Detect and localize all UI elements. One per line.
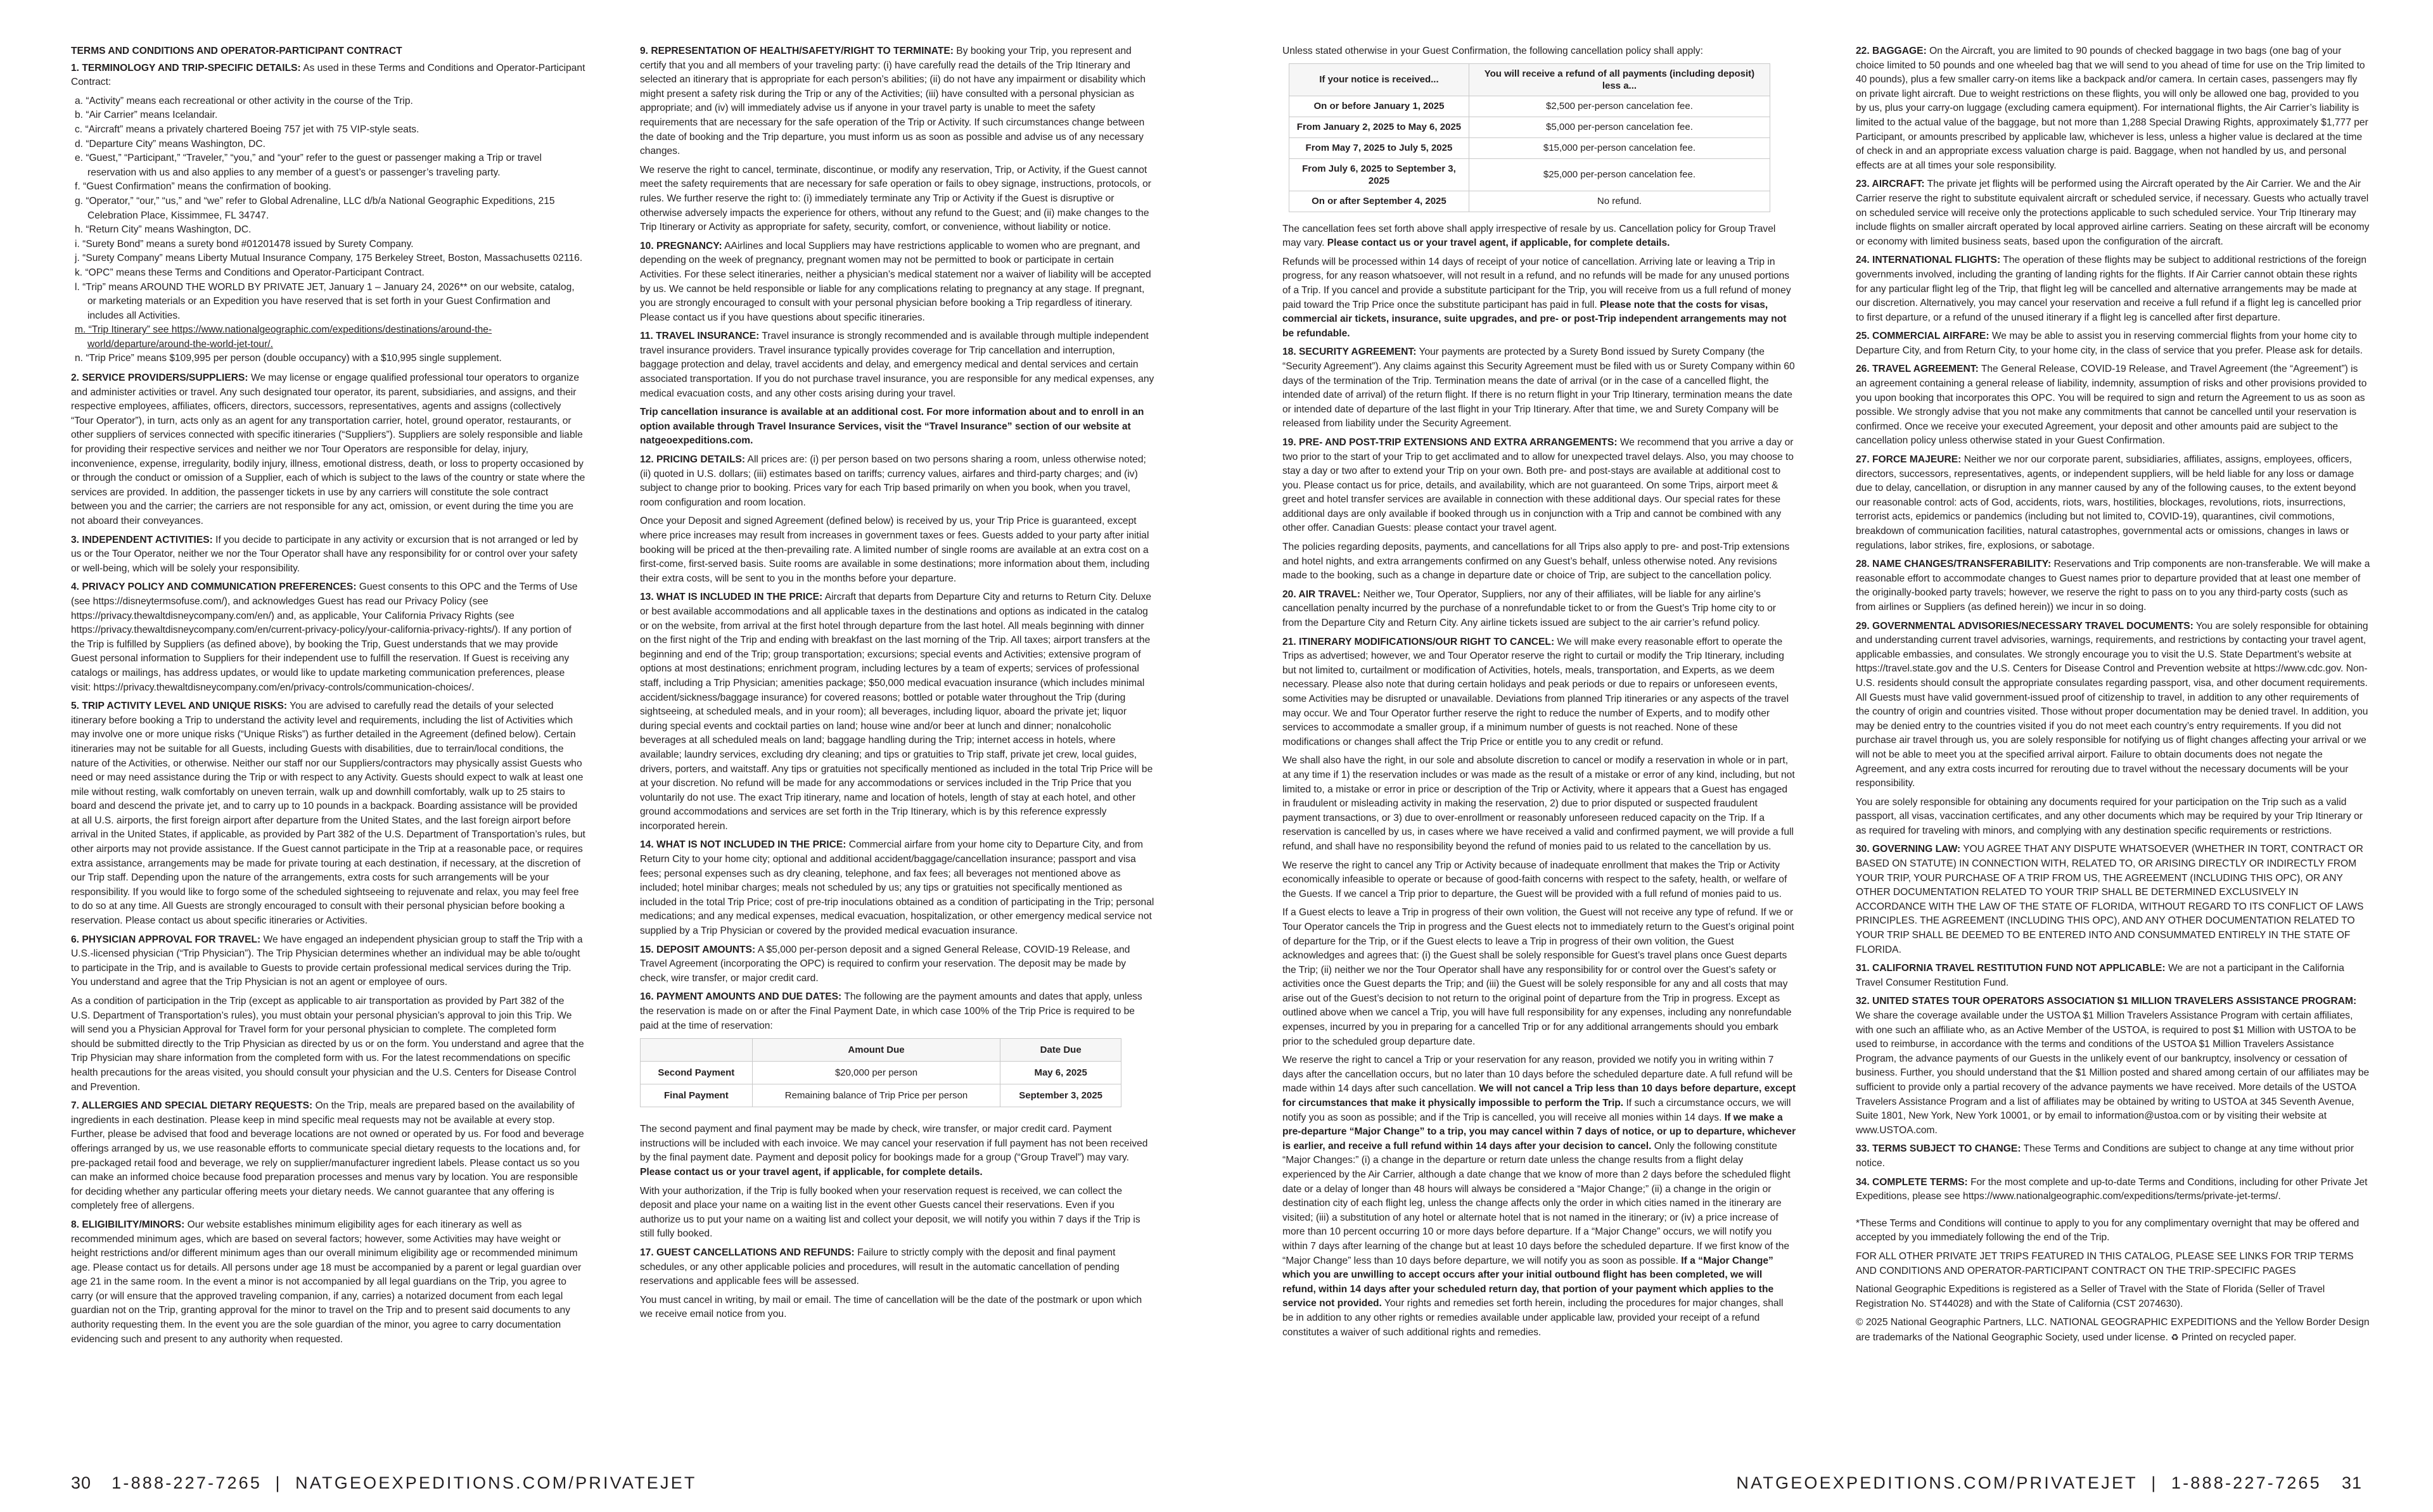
table-row: From May 7, 2025 to July 5, 2025 $15,000 per-person cancelation fee. (1289, 137, 1770, 158)
footnote: FOR ALL OTHER PRIVATE JET TRIPS FEATURED IN THIS CATALOG, PLEASE SEE LINKS FOR TRIP TERMS AND CONDITIONS AND OPERATOR-PARTICIPANT CONTRACT ON THE TRIP-SPECIFIC PAGES (1856, 1250, 2354, 1276)
definition-item: k. “OPC” means these Terms and Conditions and Operator-Participant Contract. (75, 267, 425, 278)
section-12: 12. PRICING DETAILS: All prices are: (i) per person based on two persons sharing a room, unless otherwise noted; (ii) quoted in U.S. dollars; (iii) estimates based on tariffs; currency values, airfares and third-party charges; and (iv) subject to change prior to booking. Prices vary for each Trip based primarily on when you book, when you travel, room configuration and room location. (640, 454, 1146, 508)
definition-item: g. “Operator,” “our,” “us,” and “we” refer to Global Adrenaline, LLC d/b/a National Geographic Expeditions, 215 Celebration Place, Kissimmee, FL 34747. (75, 195, 555, 221)
table-header: Date Due (1000, 1039, 1121, 1062)
section-3: 3. INDEPENDENT ACTIVITIES: If you decide to participate in any activity or excursion that is not arranged or led by us or the Tour Operator, neither we nor the Tour Operator shall have any responsibility for or control over your safety or well-being, which will be solely your responsibility. (71, 534, 578, 574)
trip-itinerary-link[interactable]: m. “Trip Itinerary” see https://www.nationalgeographic.com/expeditions/destinations/around-the-world/departure/around-the-world-jet-tour/. (75, 324, 492, 350)
column-2 (640, 44, 1154, 1326)
section-19: 19. PRE- AND POST-TRIP EXTENSIONS AND EXTRA ARRANGEMENTS: We recommend that you arrive a day or two prior to the start of your Trip to get acclimated and to allow for unexpected travel delays. Also, you may choose to stay a day or two after to extend your Trip on your own. Both pre- and post-stays are available at additional cost to you. Please contact us for price, details, and availability, which are not guaranteed. On some Trips, airport meet & greet and hotel transfer services are available in connection with these additional days. Our special rates for these additional days are only available if booked through us in conjunction with a Trip and cannot be combined with any other offer. Canadian Guests: please contact your travel agent. (1282, 436, 1794, 534)
section-17-para: You must cancel in writing, by mail or email. The time of cancellation will be the date of the postmark or upon which we receive email notice from you. (640, 1294, 1142, 1320)
table-header: If your notice is received... (1289, 63, 1469, 96)
cancellation-table (1289, 63, 1770, 212)
payment-table (640, 1038, 1121, 1107)
section-19-para: The policies regarding deposits, payments, and cancellations for all Trips also apply to pre- and post-Trip extensions and hotel nights, and extra arrangements confirmed on any Guest’s behalf, unless otherwise noted. Any revisions made to the booking, such as a change in departure date or choice of Trip, are subject to the cancellation policy. (1282, 542, 1790, 581)
section-21: 21. ITINERARY MODIFICATIONS/OUR RIGHT TO CANCEL: We will make every reasonable effort to operate the Trips as advertised; however, we and Tour Operator reserve the right to curtail or modify the Trip Itinerary, including but not limited to, curtailment or modification of Activities, hotels, meals, transportation, and Experts, as we deem necessary. Please also note that during certain holidays and peak periods or due to repairs or unforeseen events, some Activities may be disrupted or unavailable. Deviations from planned Trip itineraries or any aspects of the travel may occur. We and Tour Operator further reserve the right to reduce the number of Experts, and to modify other services to accommodate a smaller group, if a minimum number of guests is not reached. None of these modifications or changes shall affect the Trip Price or entitle you to any credit or refund. (1282, 636, 1789, 747)
table-row: Second Payment $20,000 per person May 6, 2025 (641, 1062, 1121, 1084)
section-23: 23. AIRCRAFT: The private jet flights will be performed using the Aircraft operated by the Air Carrier. We and the Air Carrier reserve the right to substitute equivalent aircraft or scheduled service, if necessary. Guests who actually travel on scheduled service will receive only the protections applicable to such scheduled service. Your Trip Itinerary may include flights on smaller aircraft operated by local approved airline carriers. Seating on these aircraft will be economy or economy with limited business seats, based upon the configuration of the aircraft. (1856, 179, 2370, 247)
section-15: 15. DEPOSIT AMOUNTS: A $5,000 per-person deposit and a signed General Release, COVID-19 Release, and Travel Agreement (incorporating the OPC) is required to confirm your reservation. The deposit may be made by check, wire transfer, or major credit card. (640, 944, 1130, 984)
table-header (641, 1039, 753, 1062)
copyright: © 2025 National Geographic Partners, LLC. NATIONAL GEOGRAPHIC EXPEDITIONS and the Yellow Border Design are trademarks of the National Geographic Society, used under license. ♻ Printed on recycled paper. (1856, 1317, 2370, 1343)
page-title: TERMS AND CONDITIONS AND OPERATOR-PARTICIPANT CONTRACT (71, 46, 402, 56)
definitions-list (71, 94, 585, 366)
section-20: 20. AIR TRAVEL: Neither we, Tour Operator, Suppliers, nor any of their affiliates, will be liable for any airline’s cancellation penalty incurred by the purchase of a nonrefundable ticket to or from the Guest’s Trip home city to or from the Departure City and Return City. Any airline tickets issued are subject to the air carrier’s refund policy. (1282, 588, 1776, 629)
footer-right: NATGEOEXPEDITIONS.COM/PRIVATEJET | 1-888-227-7265 31 (1736, 1473, 2362, 1492)
section-29: 29. GOVERNMENTAL ADVISORIES/NECESSARY TRAVEL DOCUMENTS: You are solely responsible for obtaining and understanding current travel advisories, warnings, requirements, and restrictions by contacting your travel agent, applicable embassies, and consulates. We strongly encourage you to visit the U.S. State Department’s website at https://travel.state.gov and the U.S. Centers for Disease Control and Prevention website at https://www.cdc.gov. Non-U.S. residents should consult the appropriate consulates regarding passport, visa, and other document requirements. All Guests must have valid government-issued proof of citizenship to travel, in addition to any other requirements of the country of origin and countries visited. Those without proper documentation may be denied travel. In addition, you may be denied entry to the countries visited if you do not meet each country’s entry requirements. If you did not purchase air travel through us, you are solely responsible for notifying us of flight changes affecting your arrival or we will not be able to meet you at the specified arrival airport. Failure to obtain documents does not negate the Agreement, and any extra costs incurred for rerouting due to travel without the necessary documents will be your responsibility. (1856, 620, 2368, 789)
definition-item: n. “Trip Price” means $109,995 per person (double occupancy) with a $10,995 single supplement. (75, 353, 502, 364)
table-header: You will receive a refund of all payments (including deposit) less a... (1469, 63, 1770, 96)
section-7: 7. ALLERGIES AND SPECIAL DIETARY REQUESTS: On the Trip, meals are prepared based on the availability of ingredients in each destination. Please keep in mind specific meal requests may not be available at every stop. Further, please be advised that food and beverage locations are not owned or operated by us. For food and beverage offerings arranged by us, we use reasonable efforts to communicate special dietary requests to the locations and, for pre-packaged retail food and beverage, we rely on supplier/manufacturer ingredient labels. Please contact us so you can make an informed choice because food preparation processes and menus vary by location. You are responsible for deciding whether any particular offering meets your dietary needs. We cannot guarantee that any offering is completely free of allergens. (71, 1100, 584, 1212)
section-31: 31. CALIFORNIA TRAVEL RESTITUTION FUND NOT APPLICABLE: We are not a participant in the California Travel Consumer Restitution Fund. (1856, 963, 2344, 988)
column-1 (71, 44, 585, 1351)
section-22: 22. BAGGAGE: On the Aircraft, you are limited to 90 pounds of checked baggage in two bags (one bag of your choice limited to 50 pounds and one wheeled bag that we will send to you ahead of time for use on the Trip limited to 40 pounds), plus a few smaller carry-on items like a backpack and/or camera. In certain cases, passengers may fly on private light aircraft. Due to weight restrictions on these flights, you will only be allowed one bag, provided to you by us, plus your carry-on luggage (excluding camera equipment). For international flights, the Air Carrier’s liability is limited to the actual value of the baggage, but not more than 1,288 Special Drawing Rights, approximately $1,777 per Participant, or amounts prescribed by applicable law, whichever is less, unless a higher value is declared at the time of check in and an appropriate excess valuation charge is paid. Baggage, when not handled by us, and personal effects are at all times your sole responsibility. (1856, 46, 2368, 171)
section-21-para: If a Guest elects to leave a Trip in progress of their own volition, the Guest will not receive any type of refund. If we or Tour Operator cancels the Trip in progress and the Guest elects not to immediately return to the Guest’s original point of departure for the Trip, or if the Guest elects to leave a Trip in progress of their own volition, the Guest acknowledges and agrees that: (i) the Guest shall be solely responsible for Guest’s travel plans once Guest departs the Trip; (ii) neither we nor the Tour Operator shall have any responsibility for or control over the Guest’s safety or activities once the Guest departs the Trip; and (iii) the Guest will be solely responsible for any and all costs that may arise out of the Guest’s decision to not return to the original point of departure from the Trip in progress. Except as outlined above when we cancel a Trip, you will have full responsibility for any expenses, including any nonrefundable expenses, incurred by you in preparing for a cancelled Trip or for any additional arrangements should you embark prior to the scheduled group departure date. (1282, 907, 1794, 1047)
section-17: 17. GUEST CANCELLATIONS AND REFUNDS: Failure to strictly comply with the deposit and final payment schedules, or any other applicable policies and procedures, will result in the automatic cancellation of pending reservations and applicable fees will be assessed. (640, 1247, 1120, 1287)
table-header: Amount Due (752, 1039, 1000, 1062)
footer-left: 30 1-888-227-7265 | NATGEOEXPEDITIONS.COM/PRIVATEJET (71, 1473, 697, 1492)
table-row: On or after September 4, 2025 No refund. (1289, 191, 1770, 212)
section-9: 9. REPRESENTATION OF HEALTH/SAFETY/RIGHT TO TERMINATE: By booking your Trip, you represent and certify that you and all members of your traveling party: (i) have carefully read the details of the Trip Itinerary and selected an itinerary that is appropriate for each person’s abilities; (ii) do not have any impairment or disability which might present a safety risk during the Trip or any of the Activities; (iii) have consulted with a personal physician as appropriate; and (iv) will immediately advise us if anyone in your travel party is unable to meet the safety requirements that are necessary for the safe operation of the Trip or Activity. If such circumstances change between the date of booking and the Trip departure, you must inform us as soon as possible and advise us of any necessary changes. (640, 46, 1146, 157)
column-3 (1282, 44, 1797, 1344)
cancellation-intro: Unless stated otherwise in your Guest Confirmation, the following cancellation policy shall apply: (1282, 46, 1703, 56)
section-21-para: We shall also have the right, in our sole and absolute discretion to cancel or modify a reservation in whole or in part, at any time if 1) the reservation includes or was made as the result of a mistake or error of any kind, including, but not limited to, a mistake or error in price or description of the Trip or Activity, where it appears that a Guest has engaged in fraudulent or misleading activity in making the reservation, 2) due to prior disputed or suspected fraudulent payment transactions, or 3) due to over-enrollment or reasonably unforeseen reduced capacity on the Trip. If a reservation is cancelled by us, in cases where we have received a valid and confirmed payment, we will provide a full refund, and shall have no responsibility beyond the refund of monies paid to us related to the cancellation by us. (1282, 755, 1795, 852)
cancellation-note: The cancellation fees set forth above shall apply irrespective of resale by us. Cancellation policy for Group Travel may vary. Please contact us or your travel agent, if applicable, for complete details. (1282, 223, 1776, 249)
section-16-waitlist: With your authorization, if the Trip is fully booked when your reservation request is received, we can collect the deposit and place your name on a waiting list in the event other Guests cancel their reservations. Even if you authorize us to put your name on a waiting list and collect your deposit, we will notify you within 7 days if the Trip is still fully booked. (640, 1185, 1140, 1240)
section-9-para: We reserve the right to cancel, terminate, discontinue, or modify any reservation, Trip, or Activity, if the Guest cannot meet the safety requirements that are necessary for safe operation or fails to obey signage, instructions, protocols, or rules. We further reserve the right to: (i) immediately terminate any Trip or Activity if the Guest is disruptive or otherwise adversely impacts the experience for others, without any refund to the Guest; and (ii) make changes to the Trip Itinerary or Activity as appropriate for safety, security, comfort, or convenience, without liability or notice. (640, 164, 1151, 233)
refund-note: Refunds will be processed within 14 days of receipt of your notice of cancellation. Arriving late or leaving a Trip in progress, for any reason whatsoever, will not result in a refund, and no refunds will be made for any unused portions of a Trip. If you cancel and provide a substitute participant for the Trip, you will receive from us a full refund of money paid toward the Trip Price once the substitute participant has paid in full. Please note that the costs for visas, commercial air tickets, insurance, suite upgrades, and pre- or post-Trip independent arrangements may not be refundable. (1282, 256, 1791, 339)
section-16: 16. PAYMENT AMOUNTS AND DUE DATES: The following are the payment amounts and dates that apply, unless the reservation is made on or after the Final Payment Date, in which case 100% of the Trip Price is required to be paid at the time of reservation: (640, 991, 1142, 1031)
definition-item: c. “Aircraft” means a privately chartered Boeing 757 jet with 75 VIP-style seats. (75, 124, 419, 135)
definition-item: a. “Activity” means each recreational or other activity in the course of the Trip. (75, 95, 413, 106)
section-21-para: We reserve the right to cancel any Trip or Activity because of inadequate enrollment that makes the Trip or Activity economically infeasible to operate or because of good-faith concerns with respect to the safety, health, or welfare of the Guests. If we cancel a Trip prior to departure, the Guest will be provided with a full refund of monies paid to us. (1282, 860, 1787, 899)
section-1: 1. TERMINOLOGY AND TRIP-SPECIFIC DETAILS: As used in these Terms and Conditions and Operator-Participant Contract: (71, 62, 585, 88)
page-number: 31 (2341, 1473, 2362, 1492)
section-5: 5. TRIP ACTIVITY LEVEL AND UNIQUE RISKS: You are advised to carefully read the details of your selected itinerary before booking a Trip to understand the activity level and requirements, including the list of Activities which may involve one or more unique risks (“Unique Risks”) as further detailed in the Agreement (defined below). Certain itineraries may not be suitable for all Guests, including Guests with disabilities, due to terrain/local conditions, the nature of the Activities, or otherwise. Neither our staff nor our Suppliers/contractors may physically assist Guests who need or may need assistance during the Trip or with respect to any Activity. Guests should expect to walk at least one mile without resting, walk comfortably on uneven terrain, walk up and downhill comfortably, walk up to 25 stairs to board and descend the private jet, and to carry up to 10 pounds in a backpack. Boarding assistance will be provided at all U.S. airports, the first foreign airport after departure from the United States, and the last foreign airport before arrival in the United States, if applicable, as provided by Part 382 of the U.S. Department of Transportation’s rules, but other airports may not provide assistance. If the Guest cannot participate in the Trip at a reasonable pace, or requires extra assistance, arrangements may be made for private touring at each destination, if necessary, at the discretion of our Trip staff. Depending upon the nature of the arrangements, extra costs for such arrangements will be your responsibility. If you would like to forgo some of the scheduled sightseeing to rejuvenate and relax, you may feel free to do so at any time. All Guests are strongly encouraged to consult with their personal physician before booking a reservation. Please contact us about specific itineraries or Activities. (71, 701, 585, 927)
section-26: 26. TRAVEL AGREEMENT: The General Release, COVID-19 Release, and Travel Agreement (the “Agreement”) is an agreement containing a general release of liability, indemnity, assumption of risks and other provisions provided to you upon booking that incorporates this OPC. You will be required to sign and return the Agreement to us as soon as possible. We strongly advise that you not make any commitments that cannot be cancelled until your reservation is confirmed. Once we receive your executed Agreement, your deposit and other amounts paid are subject to the cancellation policy unless otherwise stated in your Guest Confirmation. (1856, 364, 2367, 447)
footer-phone[interactable]: 1-888-227-7265 (112, 1473, 262, 1492)
definition-item: j. “Surety Company” means Liberty Mutual Insurance Company, 175 Berkeley Street, Boston, Massachusetts 02116. (75, 253, 583, 264)
section-18: 18. SECURITY AGREEMENT: Your payments are protected by a Surety Bond issued by Surety Company (the “Security Agreement”). Any claims against this Security Agreement must be filed with us or Surety Company within 60 days of the termination of the Trip. Termination means the date of arrival (or in the case of a cancelled flight, the intended date of arrival) of the return flight. If there is no return flight in your Trip Itinerary, termination means the date or intended date of departure of the last flight in your Trip Itinerary. After that time, we and Surety Company will be released from liability under the Security Agreement. (1282, 346, 1795, 429)
definition-item: f. “Guest Confirmation” means the confirmation of booking. (75, 181, 331, 193)
section-24: 24. INTERNATIONAL FLIGHTS: The operation of these flights may be subject to additional restrictions of the foreign governments involved, including the granting of landing rights for the flights. If Air Carrier cannot obtain these rights for any particular flight leg of the Trip, that flight leg will be cancelled and alternative arrangements may be made at our discretion. Alternatively, you may cancel your reservation and receive a full refund if a flight leg is cancelled prior to first departure, or a refund of the unused itinerary if a flight leg is cancelled after first departure. (1856, 255, 2367, 323)
definition-item: h. “Return City” means Washington, DC. (75, 224, 252, 236)
column-4 (1856, 44, 2370, 1349)
section-2: 2. SERVICE PROVIDERS/SUPPLIERS: We may license or engage qualified professional tour operators to organize and administer activities or travel. Any such designated tour operator, its parent, subsidiaries, and assigns, and their respective employees, affiliates, officers, directors, successors, representatives, agents and assigns (collectively “Tour Operator”), in turn, acts only as an agent for any transportation carrier, hotel, ground operator, restaurants, or other suppliers of services connected with specific itineraries (“Suppliers”). Suppliers are solely responsible and liable for providing their respective services and neither we nor Tour Operators are responsible for delay, injury, inconvenience, expense, irregularity, bodily injury, illness, emotional distress, death, or loss to property occasioned by or through the conduct or omission of a Supplier, each of which is subject to the laws of the country or state where the services are provided. In addition, the passenger tickets in use by any carriers will constitute the sole contract between you and the carrier; the carriers are not responsible for any act, omission, or event during the time you are not aboard their conveyances. (71, 372, 585, 526)
section-12-para: Once your Deposit and signed Agreement (defined below) is received by us, your Trip Price is guaranteed, except where price increases may result from increases in government taxes or fees. Guests added to your party after initial booking will be priced at the then-prevailing rate. A limited number of single rooms are available at an extra cost on a first-come, first-served basis. Suite rooms are available in some destinations; more information about them, including their extra costs, will be sent to you in the months before your departure. (640, 516, 1150, 584)
footer-phone[interactable]: 1-888-227-7265 (2171, 1473, 2321, 1492)
footer-url[interactable]: NATGEOEXPEDITIONS.COM/PRIVATEJET (295, 1473, 697, 1492)
definition-item: l. “Trip” means AROUND THE WORLD BY PRIVATE JET, January 1 – January 24, 2026** on our website, catalog, or marketing materials or an Expedition you have reserved that is set forth in your Guest Confirmation and includes all Activities. (75, 281, 575, 321)
section-6-para: As a condition of participation in the Trip (except as applicable to air transportation as provided by Part 382 of the U.S. Department of Transportation’s rules), you must obtain your personal physician’s approval to join this Trip. We will send you a Physician Approval for Travel form for your personal physician to complete. The completed form should be submitted directly to the Trip Physician as directed by us or on the form. You understand and agree that the Trip Physician may share information from the completed form with us. For the latest recommendations on specific health precautions for the areas visited, you should consult your physician and the U.S. Centers for Disease Control and Prevention. (71, 996, 584, 1093)
section-4: 4. PRIVACY POLICY AND COMMUNICATION PREFERENCES: Guest consents to this OPC and the Terms of Use (see https://disneytermsofuse.com/), and acknowledges Guest has read our Privacy Policy (see https://privacy.thewaltdisneycompany.com/en/) and, as applicable, Your California Privacy Rights (see https://privacy.thewaltdisneycompany.com/en/current-privacy-policy/your-california-privacy-rights/). If any portion of the Trip is fulfilled by Suppliers (as defined above), by booking the Trip, Guest understands that we may provide Guest personal information to Suppliers for their independent use to fulfill the reservation. If Guest is receiving any catalogs or mailings, has address updates, or would like to update marketing communication preferences, please visit: https://privacy.thewaltdisneycompany.com/en/privacy-controls/communication-choices/. (71, 581, 578, 693)
definition-item: d. “Departure City” means Washington, DC. (75, 138, 266, 149)
section-10: 10. PREGNANCY: AAirlines and local Suppliers may have restrictions applicable to women who are pregnant, and depending on the week of pregnancy, pregnant women may not be permitted to book or participate in certain Activities. For these select itineraries, neither a physician’s medical statement nor a waiver of liability will be accepted by us. We cannot be held responsible or liable for any complications relating to pregnancy at any stage. If pregnant, you are strongly encouraged to consult with your personal physician before booking a Trip regardless of itinerary. Please contact us if you have questions about specific itineraries. (640, 240, 1151, 323)
section-16-para: The second payment and final payment may be made by check, wire transfer, or major credit card. Payment instructions will be included with each invoice. We may cancel your reservation if full payment has not been received by the final payment date. Payment and deposit policy for bookings made for a group (“Group Travel”) may vary. Please contact us or your travel agent, if applicable, for complete details. (640, 1124, 1148, 1178)
footnote: *These Terms and Conditions will continue to apply to you for any complimentary overnight that may be offered and accepted by you immediately following the end of the Trip. (1856, 1217, 2360, 1243)
section-14: 14. WHAT IS NOT INCLUDED IN THE PRICE: Commercial airfare from your home city to Departure City, and from Return City to your home city; optional and additional accident/baggage/cancellation insurance; passport and visa fees; personal expenses such as dry cleaning, telephone, and fax fees; all beverages not mentioned above as included; hotel minibar charges; meals not scheduled by us; any tips or gratuities not specifically mentioned as included in the total Trip Price; cost of pre-trip inoculations obtained as a condition of participating in the Trip; personal medications; and any medical expenses, medical evacuation, hospitalization, or other emergency medical service not supplied by a Trip Physician or covered by the provided medical evacuation insurance. (640, 839, 1154, 937)
table-row: Final Payment Remaining balance of Trip Price per person September 3, 2025 (641, 1084, 1121, 1107)
footer-url[interactable]: NATGEOEXPEDITIONS.COM/PRIVATEJET (1736, 1473, 2138, 1492)
definition-item: e. “Guest,” “Participant,” “Traveler,” “you,” and “your” refer to the guest or passenger making a Trip or travel reservation with us and also applies to any member of a guest’s or passenger’s traveling party. (75, 153, 542, 178)
table-row: From January 2, 2025 to May 6, 2025 $5,000 per-person cancelation fee. (1289, 117, 1770, 137)
section-25: 25. COMMERCIAL AIRFARE: We may be able to assist you in reserving commercial flights from your home city to Departure City, and from Return City, to your home city, in the class of service that you prefer. Please ask for details. (1856, 331, 2363, 356)
section-33: 33. TERMS SUBJECT TO CHANGE: These Terms and Conditions are subject to change at any time without prior notice. (1856, 1143, 2354, 1169)
recycle-icon: ♻ (2171, 1331, 2179, 1342)
table-row: On or before January 1, 2025 $2,500 per-person cancelation fee. (1289, 96, 1770, 117)
footnote: National Geographic Expeditions is registered as a Seller of Travel with the State of Florida (Seller of Travel Registration No. ST44028) and with the State of California (CST 2074630). (1856, 1284, 2325, 1309)
definition-item: b. “Air Carrier” means Icelandair. (75, 110, 218, 121)
section-34: 34. COMPLETE TERMS: For the most complete and up-to-date Terms and Conditions, including for other Private Jet Expeditions, please see https://www.nationalgeographic.com/expeditions/terms/private-jet-terms/. (1856, 1176, 2368, 1202)
section-27: 27. FORCE MAJEURE: Neither we nor our corporate parent, subsidiaries, affiliates, assigns, employees, officers, directors, successors, representatives, agents, or independent suppliers, will be held liable for any loss or damage due to delay, cancellation, or disruption in any manner caused by any of the following causes, to the extent beyond our reasonable control: acts of God, accidents, riots, wars, hostilities, blockages, revolutions, riots, insurrections, terrorist acts, epidemics or pandemics (including but not limited to, COVID-19), quarantines, civil commotions, breakdown of communication facilities, natural catastrophes, governmental acts or omissions, changes in laws or regulations, labor strikes, fire, explosions, or sabotage. (1856, 454, 2356, 551)
section-28: 28. NAME CHANGES/TRANSFERABILITY: Reservations and Trip components are non-transferable. We will make a reasonable effort to accommodate changes to Guest names prior to departure provided that at least one member of the originally-booked party travels; however, we reserve the right to pass on to you any third-party costs (such as from airlines or Suppliers (as defined herein)) we incur in so doing. (1856, 559, 2370, 613)
definition-item: i. “Surety Bond” means a surety bond #01201478 issued by Surety Company. (75, 238, 414, 250)
section-29-para: You are solely responsible for obtaining any documents required for your participation on the Trip such as a valid passport, all visas, vaccination certificates, and any other documents which may be required by your Trip Itinerary or as required for traveling with minors, and complying with any destination specific requirements or restrictions. (1856, 796, 2363, 836)
section-11-para: Trip cancellation insurance is available at an additional cost. For more information about and to enroll in an option available through Travel Insurance Services, visit the “Travel Insurance” section of our website at natgeoexpeditions.com. (640, 407, 1144, 447)
section-32: 32. UNITED STATES TOUR OPERATORS ASSOCIATION $1 MILLION TRAVELERS ASSISTANCE PROGRAM: We share the coverage available under the USTOA $1 Million Travelers Assistance Program with certain affiliates, with one such an affiliate who, as an Active Member of the USTOA, is required to post $1 Million with USTOA to be used to reimburse, in accordance with the terms and conditions of the USTOA $1 Million Travelers Assistance Program, the advance payments of our Guests in the unlikely event of our bankruptcy, insolvency or cessation of business. Further, you should understand that the $1 Million posted and shared among certain of our affiliates may be sufficient to provide only a partial recovery of the advance payments we have received. More details of the USTOA Travelers Assistance Program and a list of affiliates may be obtained by writing to USTOA at 345 Seventh Avenue, Suite 1801, New York, New York 10001, or by email to information@ustoa.com or by visiting their website at www.USTOA.com. (1856, 996, 2370, 1136)
section-21-major-change: We reserve the right to cancel a Trip or your reservation for any reason, provided we notify you in writing within 7 days after the cancellation occurs, but no later than 10 days before the scheduled departure date. A full refund will be made within 14 days after such cancellation. We will not cancel a Trip less than 10 days before departure, except for circumstances that make it physically impossible to perform the Trip. If such a circumstance occurs, we will notify you as soon as possible; and if the Trip is cancelled, you will receive all monies within 14 days. If we make a pre-departure “Major Change” to a trip, you may cancel within 7 days of notice, or up to departure, whichever is earlier, and receive a full refund within 14 days after your decision to cancel. Only the following constitute “Major Changes:” (i) a change in the departure or return date unless the change results from a flight delay experienced by the Air Carrier, although a date change that we know of more than 2 days before the scheduled flight date or a delay of longer than 48 hours will always be considered a “Major Change;” (ii) a change in the origin or destination city of each flight leg, unless the change affects only the order in which cities named in the itinerary are visited; (iii) a substitution of any hotel or alternate hotel that is not named in the itinerary; or (iv) a price increase of more than 10 percent occurring 10 or more days before departure. If a “Major Change” occurs, we will notify you within 7 days after learning of the change but at least 10 days before the scheduled departure. If we first know of the “Major Change” less than 10 days before departure, we will notify you as soon as possible. If a “Major Change” which you are unwilling to accept occurs after your initial outbound flight has been completed, we will refund, within 14 days after your scheduled return day, that portion of your payment which applies to the service not provided. Your rights and remedies set forth herein, including the procedures for major changes, shall be in addition to any other rights or remedies available under applicable law, provided your receipt of a refund constitutes a waiver of such additional rights and remedies. (1282, 1055, 1796, 1338)
section-8: 8. ELIGIBILITY/MINORS: Our website establishes minimum eligibility ages for each itinerary as well as recommended minimum ages, which are based on several factors; however, some Activities may have weight or height restrictions and/or different minimum ages than our overall minimum eligibility age or recommended minimum age. Please contact us for details. All persons under age 18 must be accompanied by a parent or legal guardian over age 21 in the same room. In the event a minor is not accompanied by all legal guardians on the Trip, you agree to carry (or will ensure that the approved traveling companion, if any, carries) a notarized document from each legal guardian not on the Trip, granting approval for the minor to travel on the Trip and to present said documents to any authority requesting them. In the event you are the sole guardian of the minor, you agree to carry documentation evidencing such and present to any authority when requested. (71, 1219, 582, 1345)
section-13: 13. WHAT IS INCLUDED IN THE PRICE: Aircraft that departs from Departure City and returns to Return City. Deluxe or best available accommodations and all applicable taxes in the destinations and options as indicated in the catalog or on the website, from arrival at the first hotel through departure from the last hotel. All meals beginning with dinner on the first night of the Trip and ending with breakfast on the last morning of the Trip. All taxes; airport transfers at the beginning and end of the Trip; group transportation; excursions; special events and Activities; extensive program of options at most destinations; enrichment program, including lectures by a team of experts; services of professional staff, including a Trip Physician; amenities package; $50,000 medical evacuation insurance (which includes minimal accident/sickness/baggage insurance) for covered reasons; bottled or potable water throughout the Trip (during sightseeing, at scheduled meals, and in your room); all beverages, including liquor, aboard the private jet; liquor during special events and cocktail parties on land; house wine and/or beer at lunch and dinner; nonalcoholic beverages at all scheduled meals on land; baggage handling during the Trip; internet access in hotels, where available; laundry services, excluding dry cleaning; and tips or gratuities to Trip staff, private jet crew, local guides, drivers, porters, and waitstaff. Any tips or gratuities not specifically mentioned as included in the total Trip Price will be at your discretion. No refund will be made for any accommodations or services included in the Trip Price that you voluntarily do not use. The exact Trip itinerary, name and location of hotels, length of stay at each hotel, and other ground accommodations and services are set forth in the Trip Itinerary, which is by this reference expressly incorporated herein. (640, 592, 1153, 832)
section-30: 30. GOVERNING LAW: YOU AGREE THAT ANY DISPUTE WHATSOEVER (WHETHER IN TORT, CONTRACT OR BASED ON STATUTE) IN CONNECTION WITH, RELATED TO, OR ARISING DIRECTLY OR INDIRECTLY FROM YOUR TRIP, YOUR PURCHASE OF A TRIP FROM US, THE AGREEMENT (INCLUDING THIS OPC), OR ANY OTHER DOCUMENTATION RELATED TO YOUR TRIP SHALL BE DETERMINED EXCLUSIVELY IN ACCORDANCE WITH THE LAW OF THE STATE OF FLORIDA, WITHOUT REGARD TO ITS CONFLICT OF LAWS PRINCIPLES. THE AGREEMENT (INCLUDING THIS OPC), AND ANY OTHER DOCUMENTATION RELATED TO YOUR TRIP SHALL BE DEEMED TO BE ENTERED INTO AND CONSUMMATED ENTIRELY IN THE STATE OF FLORIDA. (1856, 844, 2364, 955)
table-row: From July 6, 2025 to September 3, 2025 $25,000 per-person cancelation fee. (1289, 158, 1770, 191)
section-6: 6. PHYSICIAN APPROVAL FOR TRAVEL: We have engaged an independent physician group to staff the Trip with a U.S.-licensed physician (“Trip Physician”). The Trip Physician determines whether an individual may be able to/ought to participate in the Trip, and is available to Guests to provide certain professional medical services during the Trip. You understand and agree that the Trip Physician is not an agent or employee of ours. (71, 934, 583, 988)
page-number: 30 (71, 1473, 92, 1492)
section-11: 11. TRAVEL INSURANCE: Travel insurance is strongly recommended and is available through multiple independent travel insurance providers. Travel insurance typically provides coverage for Trip cancellation and interruption, baggage protection and delay, travel accidents and delay, and emergency medical and dental services and certain associated transportation. If you do not purchase travel insurance, you are responsible for any medical expenses, any medical evacuation costs, and any other costs arising during your travel. (640, 331, 1154, 399)
